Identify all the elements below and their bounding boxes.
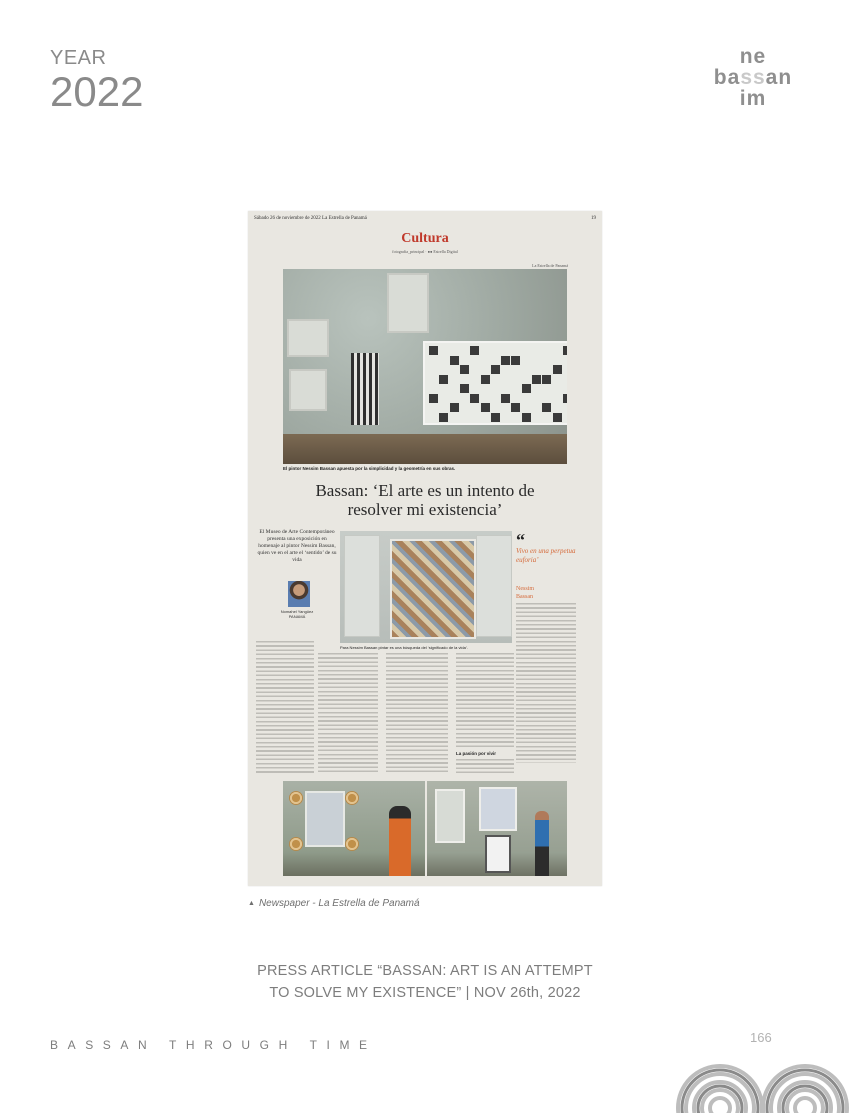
photo-caption-artwork: Para Nessim Bassan pintar es una búsqueda del ‘significado de la vida’. <box>340 645 468 650</box>
grid-cell <box>511 356 520 365</box>
article-text-column <box>456 653 514 747</box>
newspaper-section-subline: fotografia_principal · ●● Estrella Digital <box>392 249 458 254</box>
grid-cell <box>542 403 551 412</box>
year-label: YEAR <box>50 47 107 69</box>
logo-line-2 <box>698 67 808 88</box>
quote-author-last: Bassan <box>516 594 533 600</box>
article-headline <box>248 481 602 519</box>
grid-cell <box>481 375 490 384</box>
grid-cell <box>553 413 562 422</box>
article-text-column <box>456 759 514 775</box>
bassan-logo <box>698 46 808 109</box>
wall-artwork <box>305 791 345 847</box>
visitor-figure <box>535 811 549 876</box>
pull-quote-author <box>516 585 576 601</box>
footer-title: BASSAN THROUGH TIME <box>50 1038 377 1052</box>
logo-line-3: im <box>739 87 767 110</box>
grid-cell <box>522 384 531 393</box>
newspaper-page-number: 19 <box>591 216 596 221</box>
image-caption-text: Newspaper - La Estrella de Panamá <box>258 898 420 909</box>
grid-cell <box>439 413 448 422</box>
author-photo <box>288 581 310 607</box>
logo-line-1: ne <box>739 45 767 68</box>
article-text-column <box>386 653 448 775</box>
newspaper-section-title: Cultura <box>401 231 449 246</box>
wall-artwork <box>435 789 465 843</box>
grid-cell <box>439 375 448 384</box>
newspaper-credit: La Estrella de Panamá <box>532 263 568 268</box>
wall-artwork <box>479 787 517 831</box>
gallery-photo-main <box>283 269 567 464</box>
gallery-photo-visitor-2 <box>427 781 567 876</box>
quote-mark-icon: “ <box>516 530 525 550</box>
newspaper-masthead <box>254 216 596 226</box>
grid-cell <box>522 413 531 422</box>
page-number: 166 <box>750 1030 772 1045</box>
grid-cell <box>429 394 438 403</box>
artwork-photo <box>340 531 512 643</box>
press-title-line-1: PRESS ARTICLE “BASSAN: ART IS AN ATTEMPT <box>257 963 593 979</box>
grid-cell <box>501 356 510 365</box>
circle-artwork <box>345 791 359 805</box>
grid-cell <box>450 403 459 412</box>
wall-artwork <box>387 273 429 333</box>
grid-cell <box>470 394 479 403</box>
author-name: Nomahel Yangüez <box>280 609 314 614</box>
grid-cell <box>511 403 520 412</box>
article-subhead: La pasión por vivir <box>456 751 497 756</box>
pull-quote: Vivo en una perpetua euforia’ <box>516 547 576 564</box>
grid-cell <box>501 394 510 403</box>
logo-part-a: ba <box>713 66 741 89</box>
grid-cell <box>542 375 551 384</box>
triangle-icon: ▲ <box>248 900 255 907</box>
grid-cell <box>450 356 459 365</box>
grid-cell <box>563 394 567 403</box>
article-text-column <box>318 653 378 775</box>
gallery-floor <box>283 434 567 464</box>
newspaper-clipping <box>248 211 602 886</box>
grid-cell <box>563 346 567 355</box>
grid-cell <box>460 384 469 393</box>
article-text-column <box>516 603 576 763</box>
side-panel <box>344 535 380 637</box>
logo-part-ss: ss <box>740 66 766 89</box>
headline-line-1: Bassan: ‘El arte es un intento de <box>315 481 535 500</box>
grid-cell <box>491 365 500 374</box>
article-lede: El Museo de Arte Contemporáneo presenta una exposición en homenaje al pintor Nessim Bassan, quien ve en el arte el ‘sentido’ de su vida <box>257 529 337 563</box>
floor-artwork <box>485 835 511 873</box>
circle-artwork <box>289 837 303 851</box>
headline-line-2: resolver mi existencia’ <box>347 500 503 519</box>
grid-cell <box>460 365 469 374</box>
grid-cell <box>481 403 490 412</box>
year-value: 2022 <box>50 68 144 115</box>
wall-artwork <box>289 369 327 411</box>
article-text-column <box>256 641 314 775</box>
striped-artwork <box>351 353 379 425</box>
press-article-title <box>200 960 650 1004</box>
photo-caption-main: El pintor Nessim Bassan apuesta por la simplicidad y la geometría en sus obras. <box>283 466 456 471</box>
concentric-arcs-icon <box>675 1053 850 1113</box>
grid-cell <box>532 375 541 384</box>
gallery-photo-visitor <box>283 781 425 876</box>
grid-cell <box>470 346 479 355</box>
press-title-line-2: TO SOLVE MY EXISTENCE” | NOV 26th, 2022 <box>269 985 581 1001</box>
wall-artwork <box>287 319 329 357</box>
newspaper-date-line: Sábado 26 de noviembre de 2022 La Estrella de Panamá <box>254 216 367 221</box>
author-byline <box>256 609 338 619</box>
visitor-figure <box>389 806 411 876</box>
author-place: PANAMÁ <box>288 614 306 619</box>
grid-cell <box>491 413 500 422</box>
logo-part-an: an <box>765 66 793 89</box>
quote-author-first: Nessim <box>516 586 534 592</box>
year-block <box>50 48 143 114</box>
circle-artwork <box>289 791 303 805</box>
image-caption <box>248 898 420 909</box>
grid-artwork <box>423 341 567 425</box>
circle-artwork <box>345 837 359 851</box>
grid-cell <box>553 365 562 374</box>
geometric-artwork <box>390 539 476 639</box>
grid-cell <box>429 346 438 355</box>
side-panel <box>476 535 512 637</box>
